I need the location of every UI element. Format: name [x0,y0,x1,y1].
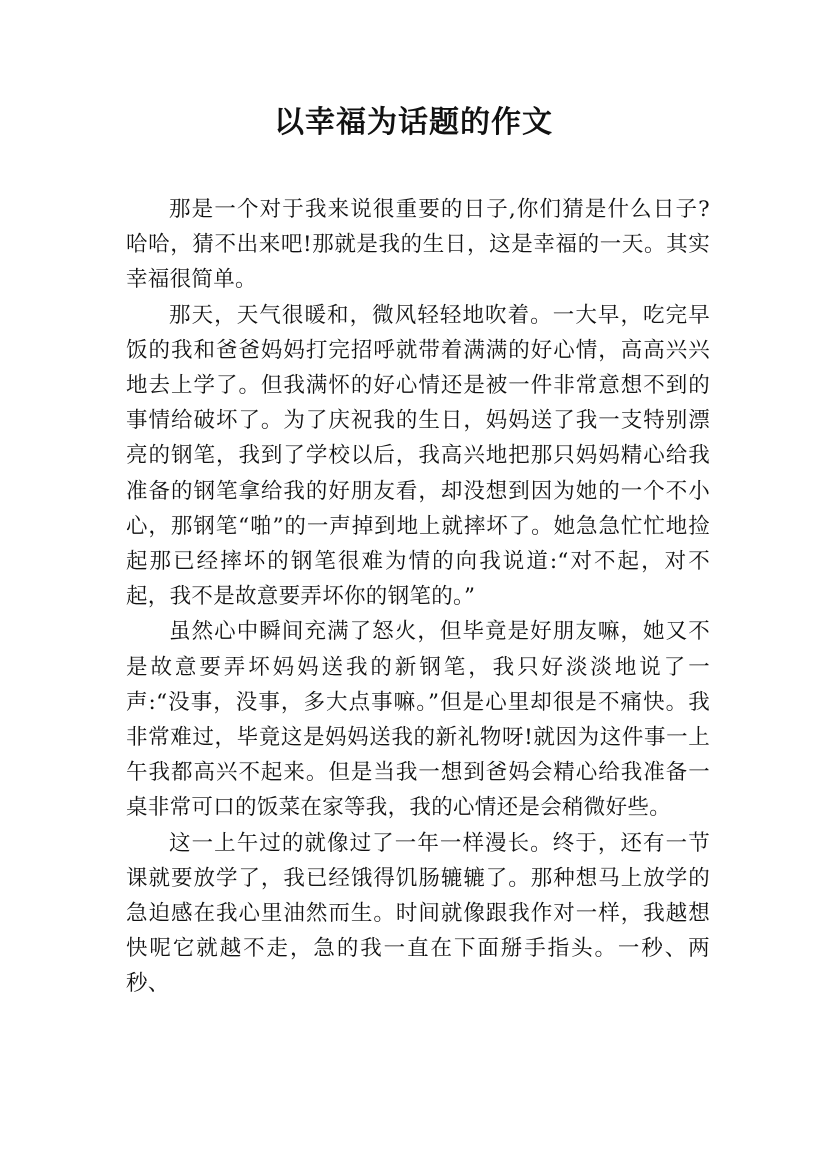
document-title: 以幸福为话题的作文 [274,105,553,140]
paragraph-4: 这一上午过的就像过了一年一样漫长。终于，还有一节课就要放学了，我已经饿得饥肠辘辘了。那种想马上放学的急迫感在我心里油然而生。时间就像跟我作对一样，我越想快呢它就越不走，急的我一直在下面掰手指头。一秒、两秒、 [126,830,710,997]
paragraph-1: 那是一个对于我来说很重要的日子,你们猜是什么日子?哈哈，猜不出来吧!那就是我的生日，这是幸福的一天。其实幸福很简单。 [126,197,710,293]
document-body [126,192,710,1002]
paragraph-3: 虽然心中瞬间充满了怒火，但毕竟是好朋友嘛，她又不是故意要弄坏妈妈送我的新钢笔，我只好淡淡地说了一声:“没事，没事，多大点事嘛。”但是心里却很是不痛快。我非常难过，毕竟这是妈妈送我的新礼物呀!就因为这件事一上午我都高兴不起来。但是当我一想到爸妈会精心给我准备一桌非常可口的饭菜在家等我，我的心情还是会稍微好些。 [126,619,710,821]
paragraph-2: 那天，天气很暖和，微风轻轻地吹着。一大早，吃完早饭的我和爸爸妈妈打完招呼就带着满满的好心情，高高兴兴地去上学了。但我满怀的好心情还是被一件非常意想不到的事情给破坏了。为了庆祝我的生日，妈妈送了我一支特别漂亮的钢笔，我到了学校以后，我高兴地把那只妈妈精心给我准备的钢笔拿给我的好朋友看，却没想到因为她的一个不小心，那钢笔“啪”的一声掉到地上就摔坏了。她急急忙忙地捡起那已经摔坏的钢笔很难为情的向我说道:“对不起，对不起，我不是故意要弄坏你的钢笔的。” [126,302,710,610]
